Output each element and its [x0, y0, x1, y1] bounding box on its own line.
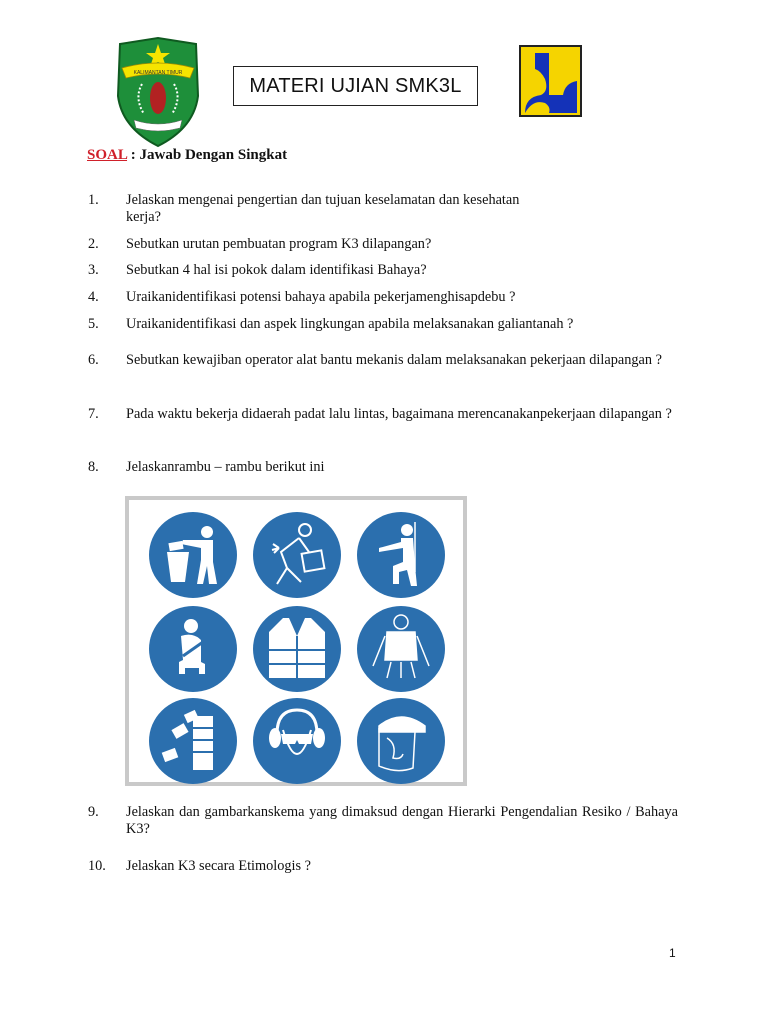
question-number: 3. [88, 262, 99, 278]
question-2 [88, 236, 678, 253]
question-text: Sebutkan 4 hal isi pokok dalam identifikasi Bahaya? [126, 262, 427, 278]
question-7 [88, 406, 678, 423]
question-text: Jelaskanrambu – rambu berikut ini [126, 459, 325, 475]
page-number: 1 [669, 946, 676, 960]
question-text: Uraikanidentifikasi dan aspek lingkungan apabila melaksanakan galiantanah ? [126, 316, 574, 332]
stack-properly-sign-icon [149, 698, 237, 784]
question-text: Jelaskan dan gambarkanskema yang dimaksud dengan Hierarki Pengendalian Resiko / Bahaya K3? [126, 804, 678, 837]
safety-signs-figure [125, 496, 467, 786]
question-text: Jelaskan K3 secara Etimologis ? [126, 858, 312, 874]
safety-vest-sign-icon [253, 606, 341, 692]
question-number: 5. [88, 316, 99, 332]
question-text: Uraikanidentifikasi potensi bahaya apabila pekerjamenghisapdebu ? [126, 289, 516, 305]
soal-label: SOAL [87, 147, 128, 163]
document-title: MATERI UJIAN SMK3L [233, 66, 478, 106]
pupr-logo [519, 45, 582, 117]
question-number: 8. [88, 459, 99, 475]
seatbelt-sign-icon [149, 606, 237, 692]
question-text: Jelaskan mengenai pengertian dan tujuan keselamatan dan kesehatan kerja? [126, 192, 520, 225]
lift-properly-sign-icon [253, 512, 341, 598]
soal-separator: : [127, 147, 140, 163]
question-number: 1. [88, 192, 99, 208]
question-6 [88, 352, 678, 369]
kalimantan-timur-emblem [114, 36, 202, 148]
life-jacket-sign-icon [357, 606, 445, 692]
dispose-litter-sign-icon [149, 512, 237, 598]
face-shield-sign-icon [357, 698, 445, 784]
question-number: 6. [88, 352, 99, 368]
question-3 [88, 262, 678, 279]
svg-text:KALIMANTAN TIMUR: KALIMANTAN TIMUR [133, 70, 183, 76]
question-9 [88, 804, 678, 838]
question-number: 2. [88, 236, 99, 252]
safety-harness-sign-icon [357, 512, 445, 598]
question-10 [88, 858, 678, 875]
question-8 [88, 459, 678, 476]
question-number: 7. [88, 406, 99, 422]
question-1 [88, 192, 678, 226]
question-number: 10. [88, 858, 106, 874]
question-number: 4. [88, 289, 99, 305]
goggles-earmuffs-sign-icon [253, 698, 341, 784]
question-text: Sebutkan urutan pembuatan program K3 dilapangan? [126, 236, 432, 252]
question-4 [88, 289, 678, 306]
question-5 [88, 316, 678, 333]
instructions-heading [87, 147, 287, 164]
question-number: 9. [88, 804, 99, 820]
question-text: Pada waktu bekerja didaerah padat lalu lintas, bagaimana merencanakanpekerjaan dilapangan ? [126, 406, 672, 422]
question-text: Sebutkan kewajiban operator alat bantu mekanis dalam melaksanakan pekerjaan dilapangan ? [126, 352, 662, 368]
instructions-text: Jawab Dengan Singkat [139, 147, 288, 163]
